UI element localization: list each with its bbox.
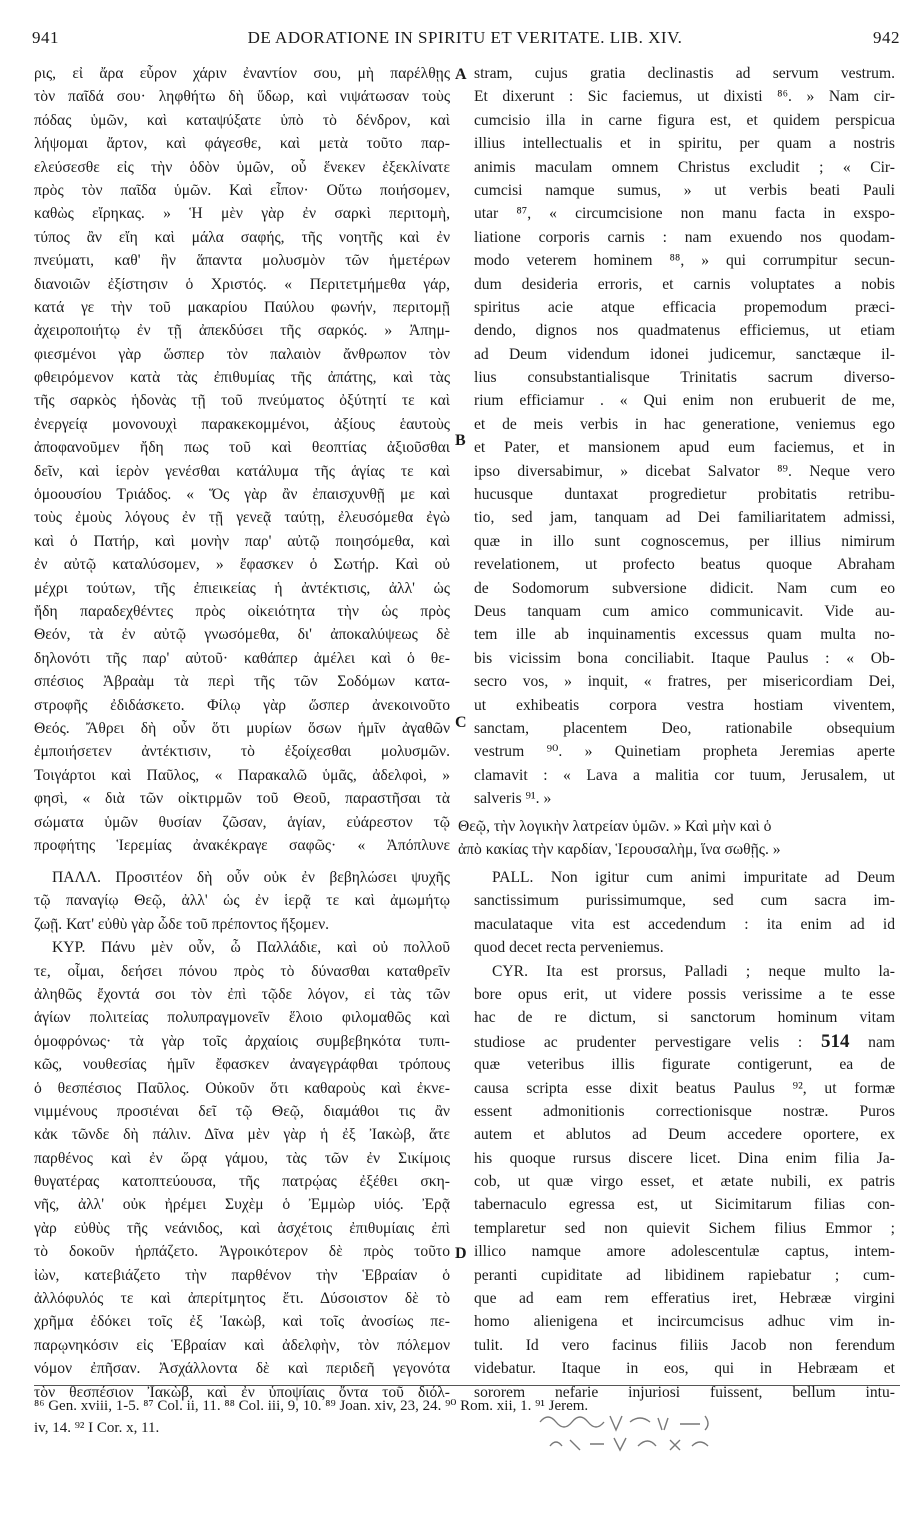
text-line: Θεός. Ἄθρει δὴ οὖν ὅτι μυρίων ὅσων ἡμῖν ἀγαθῶν (34, 719, 450, 737)
text-line: κατά γε τὴν τοῦ μακαρίου Παύλου φωνήν, περιτομῇ (34, 298, 450, 316)
text-line: νόμον ἐπῆσαν. Ἀσχάλλοντα δὲ καὶ περιδεῆ γεγονότα (34, 1360, 450, 1378)
text-line: et de meis verbis in hac generatione, veniemus ego (474, 415, 895, 433)
text-line: παρῳνηκόσιν εἰς Ἑβραίαν καὶ ἀδελφὴν, τὸν πόλεμον (34, 1336, 450, 1354)
page-number-right: 942 (873, 28, 900, 47)
text-line: tio, sed jam, tanquam ad Dei familiaritatem admissi, (474, 509, 895, 527)
text-line: ΚΥΡ. Πάνυ μὲν οὖν, ὦ Παλλάδιε, καὶ οὐ πολλοῦ (52, 939, 450, 957)
text-line: hucusque duntaxat progredietur probitatis retribu- (474, 486, 895, 504)
text-line: de Sodomorum subversione didicit. Nam cum eo (474, 579, 895, 597)
text-line: liatione corporis carnis : nam exuendo nos quodam- (474, 228, 895, 246)
text-line: σώματα ὑμῶν θυσίαν ζῶσαν, ἁγίαν, εὐάρεστον τῷ (34, 813, 450, 831)
text-line: lius consubstantialisque Trinitatis sacrum diverso- (474, 369, 895, 387)
text-line: ρις, εἰ ἄρα εὗρον χάριν ἐναντίον σου, μὴ παρέλθῃς (34, 65, 450, 82)
footnote-rule (34, 1385, 900, 1386)
text-line: Θεόν, τὰ ἐν αὐτῷ γνωσόμεθα, δι' ἀποκαλύψεως δὲ (34, 626, 450, 644)
text-line: Et dixerunt : Sic faciemus, ut dixisti ⁸⁶. » Nam cir- (474, 88, 895, 106)
text-line: vestrum ⁹⁰. » Quinetiam propheta Jeremias aperte (474, 743, 895, 761)
text-line: σπέσιος Ἀβραὰμ τὰ περὶ τῆς τῶν Σοδόμων κατα- (34, 673, 450, 691)
text-line: τὸ δοκοῦν ἡρπάζετο. Ἀγροικότερον δὲ πρὸς τοῦτο (34, 1243, 450, 1261)
text-line: τῆς σαρκὸς ἡδονὰς τῇ τοῦ πνεύματος ὀξύτητί τε καὶ (34, 392, 450, 410)
text-line: bis vicissim bona conciliabit. Itaque Paulus : « Ob- (474, 649, 895, 667)
text-line: videbatur. Itaque in eos, qui in Hebræam et (474, 1360, 895, 1378)
text-line: ζωῇ. Κατ' εὐθὺ γὰρ ὧδε τοῦ πρέποντος ἥξομεν. (34, 915, 330, 933)
margin-marker-c: C (455, 714, 467, 731)
text-line: ἁγίων πολιτείας πολυπραγμονεῖν ἕλοιο φιλομαθῶς καὶ (34, 1009, 450, 1027)
text-line: sanctissimum purissimumque, sed cum sacra im- (474, 892, 895, 910)
text-line: modo veterem hominem ⁸⁸, » qui corrumpitur secun- (474, 252, 895, 270)
text-line: δηλονότι τῆς παρ' αὐτοῦ· καθάπερ ἀμέλει καὶ ὁ θε- (34, 649, 450, 667)
greek-column-lower (34, 866, 450, 1404)
text-line: tulit. Id vero facinus filiis Jacob non ferendum (474, 1336, 895, 1354)
running-header (30, 28, 900, 56)
text-line: τὸν παῖδά σου· ληφθήτω δὴ ὕδωρ, καὶ νιψάτωσαν τοὺς (34, 88, 450, 106)
text-line: ipso diversabimur, » dicebat Salvator ⁸⁹. Neque vero (474, 462, 895, 480)
latin-column-lower (474, 866, 895, 1404)
text-line: ἀλλόφυλός τε καὶ ἀπερίτμητος ἔτι. Δύσοιστον δὲ τὸ (34, 1290, 450, 1308)
text-line: studiose ac prudenter pervestigare velis : 514 nam (474, 1030, 895, 1052)
text-line: ἐμποιήσετεν ἀντέκτισιν, τὸ ἐξοίχεσθαι μολυσμῶν. (34, 743, 450, 761)
text-line: PALL. Non igitur cum animi impuritate ad Deum (492, 869, 895, 886)
text-line: Τοιγάρτοι καὶ Παῦλος, « Παρακαλῶ ὑμᾶς, ἀδελφοὶ, » (34, 766, 450, 784)
text-line: φησὶ, « διὰ τῶν οἰκτιρμῶν τοῦ Θεοῦ, παραστῆσαι τὰ (34, 790, 450, 808)
text-line: χρῆμα ἐδόκει τοῖς ἐξ Ἰακὼβ, καὶ τοῖς ἀνοσίως πε- (34, 1313, 450, 1331)
text-line: ελεύσεσθε εἰς τὴν ὁδὸν ὑμῶν, οὗ ἕνεκεν ἐξεκλίνατε (34, 158, 450, 176)
text-line: καθὼς εἴρηκας. » Ἡ μὲν γὰρ ἐν σαρκὶ περιτομὴ, (34, 205, 450, 223)
text-line: λήψομαι ἄρτον, καὶ φάγεσθε, καὶ μετὰ τοῦτο παρ- (34, 135, 450, 153)
running-title: DE ADORATIONE IN SPIRITU ET VERITATE. LIB. XIV. (247, 28, 683, 47)
text-line: cumcisio illa in carne figura est, et quidem perspicua (474, 111, 895, 129)
text-line: peranti cupiditate ad libidinem rapiebatur ; cum- (474, 1266, 895, 1284)
greek-runover-line-2: ἀπὸ κακίας τὴν καρδίαν, Ἱερουσαλὴμ, ἵνα σωθῇς. » (458, 841, 781, 858)
text-line: animis maculam omnem Christus excludit ; « Cir- (474, 158, 895, 176)
text-line: καὶ ὁ Πατήρ, καὶ μονὴν παρ' αὐτῷ ποιησόμεθα, καὶ (34, 532, 450, 550)
greek-runover-line-1: Θεῷ, τὴν λογικὴν λατρείαν ὑμῶν. » Καὶ μὴν καὶ ὁ (458, 818, 772, 835)
text-line: τῷ παναγίῳ Θεῷ, ἀλλ' ὡς ἐν ἱερᾷ τε καὶ ἀμωμήτῳ (34, 892, 450, 910)
text-line: quæ in illo sunt cognoscemus, per illius nimirum (474, 532, 895, 550)
page-marker-tail: nam (849, 1033, 895, 1051)
text-line: utar ⁸⁷, « circumcisione non manu facta in exspo- (474, 205, 895, 223)
text-line: ἀληθῶς ἔχοντά σοι τὸν ἐπὶ τῷδε λόγον, εἰ τὰς τῶν (34, 985, 450, 1003)
text-line: προφήτης Ἱερεμίας ἀνακέκραγε σαφῶς· « Ἀπόπλυνε (34, 836, 450, 854)
text-line: μέχρι τούτων, τῆς ἐπιεικείας ἡ ἀντέκτισις, ἀλλ' ὡς (34, 579, 450, 597)
text-line: πρὸς τὸν παῖδα ὑμῶν. Καὶ εἶπον· Οὕτω ποιήσομεν, (34, 181, 450, 199)
margin-marker-a: A (455, 66, 467, 83)
text-line: παρθένος καὶ ἐν ὥρᾳ γάμου, τὰς τῶν ἐν Σικίμοις (34, 1149, 450, 1167)
library-stamp-handwriting (530, 1408, 760, 1458)
text-line: τύπος ἂν εἴη καὶ μάλα σαφής, τῆς νοητῆς καὶ ἐν (34, 228, 450, 246)
text-line: illico namque amore adolescentulæ captus, intem- (474, 1243, 895, 1261)
text-line: ὁ θεσπέσιος Παῦλος. Οὐκοῦν ὅτι καθαροὺς καὶ ἐκνε- (34, 1079, 450, 1097)
text-line: στροφῆς ἐδιδάσκετο. Φίλῳ γὰρ ὥσπερ ἀνεκοινοῦτο (34, 696, 450, 714)
text-line: illius intellectualis et in spiritu, per quam a nostris (474, 135, 895, 153)
text-line: κἀκ τῶνδε δὴ πάλιν. Δῖνα μὲν γὰρ ἡ ἐξ Ἰακὼβ, ἅτε (34, 1126, 450, 1144)
margin-marker-b: B (455, 432, 466, 449)
text-line: νῆς, ἀλλ' οὐκ ἠρέμει Συχὲμ ὁ Ἐμμὼρ υἱός. Ἐρᾷ (34, 1196, 450, 1214)
latin-column (474, 62, 895, 811)
text-line: φθειρόμενον κατὰ τὰς ἐπιθυμίας τῆς ἀπάτης, καὶ τὰς (34, 369, 450, 387)
text-line: ἐν αὐτῷ καταλύσομεν, » ἔφασκεν ὁ Σωτήρ. Καὶ οὐ (34, 556, 450, 574)
text-line: rium efficiamur . « Qui enim non erubuerit de me, (474, 392, 895, 410)
text-line: πόδας ὑμῶν, καὶ καταψύξατε ὑπὸ τὸ δένδρον, καὶ (34, 111, 450, 129)
text-line: tabernaculo egressa est, ut Sicimitarum filias con- (474, 1196, 895, 1214)
text-line: ἀχειροποιήτῳ ἐν τῇ ἀπεκδύσει τῆς σαρκός. » Ἀπημ- (34, 322, 450, 340)
text-line: ἐνεργείᾳ μονονουχὶ παρακεκομμένοι, ἀξίους ἑαυτοὺς (34, 415, 450, 433)
text-line: φιεσμένοι γὰρ ὥσπερ τὸν παλαιὸν ἄνθρωπον τὸν (34, 345, 450, 363)
text-line: hac de re dictum, si sanctorum hominum vitam (474, 1009, 895, 1027)
text-line: cumcisi namque sumus, » ut verbis beati Pauli (474, 181, 895, 199)
text-line: ἤδη παραδεχθέντες πρὸς οἰκειότητα τὴν ὡς πρὸς (34, 602, 450, 620)
text-line: et Pater, et mansionem apud eum faciemus, et in (474, 439, 895, 457)
text-line: stram, cujus gratia declinastis ad servum vestrum. (474, 65, 895, 82)
text-line: quod decet recta perveniemus. (474, 939, 664, 957)
text-line: que ad eam rem efferatius iret, Hebrææ virgini (474, 1290, 895, 1308)
text-line: essent admonitionis correctionisque nostræ. Puros (474, 1102, 895, 1120)
text-line: τὸν θεσπέσιον Ἰακὼβ, καὶ ἐν ὑποψίαις ὄντα τοῦ διόλ- (34, 1383, 450, 1401)
text-line: ὁμοουσίου Τριάδος. « Ὅς γὰρ ἂν ἐπαισχυνθῇ με καὶ (34, 486, 450, 504)
text-line: τοὺς ἐμοὺς λόγους ἐν τῇ γενεᾷ ταύτῃ, ἐλευσόμεθα ἐγὼ (34, 509, 450, 527)
text-line: ΠΑΛΛ. Προσιτέον δὴ οὖν οὐκ ἐν βεβηλώσει ψυχῆς (52, 869, 450, 886)
footnote-line-1: ⁸⁶ Gen. xviii, 1-5. ⁸⁷ Col. ii, 11. ⁸⁸ Col. iii, 9, 10. ⁸⁹ Joan. xiv, 23, 24. ⁹⁰ Rom. xii, 1. ⁹¹ Jerem. (34, 1398, 589, 1414)
text-line: τε, οἶμαι, δεήσει πόνου πρὸς τὸ δύνασθαι καταθρεῖν (34, 962, 450, 980)
text-line: tem ille ab inquinamentis excessus quam multa no- (474, 626, 895, 644)
text-line: salveris ⁹¹. » (474, 790, 552, 808)
text-line: causa scripta esse dixit beatus Paulus ⁹², ut formæ (474, 1079, 895, 1097)
text-line: ad Deum videndum idonei judicemur, sanctæque il- (474, 345, 895, 363)
text-line: διανοιῶν ἐξίστησιν ὁ Χριστός. « Περιτετμήμεθα γάρ, (34, 275, 450, 293)
text-line: maculataque vita est accedendum : ita enim ad id (474, 915, 895, 933)
text-line: ἀποφανοῦμεν ἤδη πως τοῦ καὶ θεοπτίας ἀξιοῦσθαι (34, 439, 450, 457)
text-line: dum desideria erroris, et carnis voluptates a nobis (474, 275, 895, 293)
text-line: δεῖν, καὶ ἱερὸν γενέσθαι κατάλυμα τῆς ἁγίας τε καὶ (34, 462, 450, 480)
text-line: templaretur sed non quievit Sichem filius Emmor ; (474, 1219, 895, 1237)
text-line: autem et ablutos ad Deum accedere oportere, ex (474, 1126, 895, 1144)
text-line: quæ veteribus illis figurate contigerunt, ea de (474, 1056, 895, 1074)
text-line: κῶς, νουθεσίας ἡμῖν ἔφασκεν ἀναγεγράφθαι τρόπους (34, 1056, 450, 1074)
text-line: ὁμοφρόνως· τὰ γὰρ τοῖς ἀρχαίοις συμβεβηκότα τυπι- (34, 1032, 450, 1050)
text-line: cob, ut quæ virgo esset, et ætate nubili, ex patris (474, 1173, 895, 1191)
greek-column (34, 62, 450, 857)
footnotes (34, 1395, 900, 1439)
text-line: Deus tanquam cum amico communicavit. Vide au- (474, 602, 895, 620)
original-page-marker: 514 (820, 1030, 850, 1052)
text-line: homo alienigena et incircumcisus adhuc vim in- (474, 1313, 895, 1331)
text-line: ἰὼν, κατεβιάζετο τὴν παρθένον τὴν Ἑβραίαν ὁ (34, 1266, 450, 1284)
footnote-line-2: iv, 14. ⁹² I Cor. x, 11. (34, 1420, 160, 1436)
text-line: νιμμένους προσιέναι δεῖ τῷ Θεῷ, διαμάθοι τις ἂν (34, 1102, 450, 1120)
text-line: clamavit : « Lava a malitia cor tuum, Jerusalem, ut (474, 766, 895, 784)
text-line: bore opus erit, ut videre possis verissime a te esse (474, 985, 895, 1003)
text-line: secro vos, » inquit, « fratres, per misericordiam Dei, (474, 673, 895, 691)
text-line: sanctam, placentem Deo, rationabile obsequium (474, 719, 895, 737)
text-line: πνεύματι, καθ' ἣν ἅπαντα μολυσμὸν τῶν ἡμετέρων (34, 252, 450, 270)
text-line: CYR. Ita est prorsus, Palladi ; neque multo la- (492, 962, 895, 980)
margin-marker-d: D (455, 1245, 467, 1262)
text-line: spiritus acie atque efficacia propemodum præci- (474, 298, 895, 316)
text-line: his quoque rursus discere licet. Dina enim filia Ja- (474, 1149, 895, 1167)
text-line: revelationem, ut profecto beatus quoque Abraham (474, 556, 895, 574)
text-line: dendo, dignos nos quadmatenus efficiemus, ut etiam (474, 322, 895, 340)
page-number-left: 941 (32, 28, 59, 47)
text-line: θυγατέρας κατοπτεύουσα, τῆς πατρῴας ἐξέθει σκη- (34, 1173, 450, 1191)
text-line: sororem nefarie injuriosi fuissent, bellum intu- (474, 1383, 895, 1401)
text-line: ut exhibeatis corpora vestra hostiam viventem, (474, 696, 895, 714)
text-line: γὰρ εὐθὺς τῆς νεάνιδος, καὶ ἀσχέτοις ἐπιθυμίαις ἐπὶ (34, 1219, 450, 1237)
